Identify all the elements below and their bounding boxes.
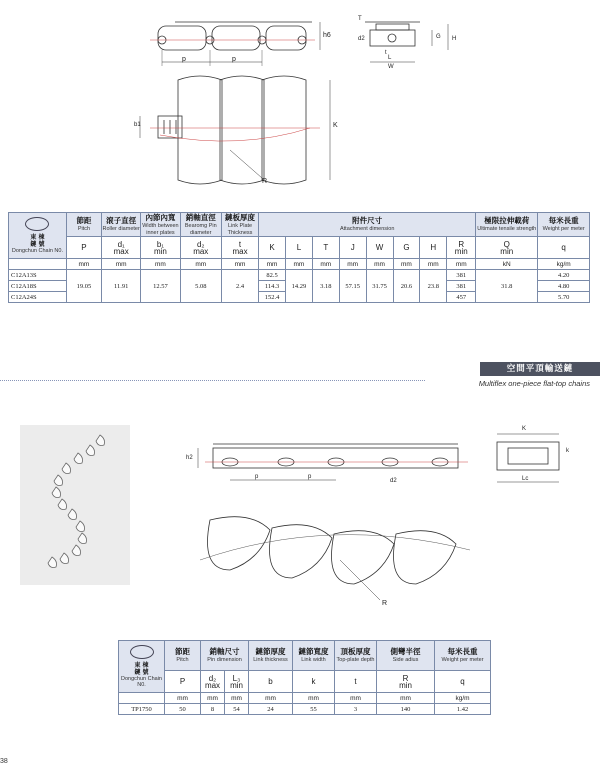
row-chain-no: C12A13S <box>9 270 67 281</box>
col-pitch-header: 節距 Pitch <box>66 213 101 237</box>
dim-label-K2: K <box>522 426 527 432</box>
dim-label-b1: b1 <box>134 122 141 128</box>
sym-L3: L₃ min <box>225 671 249 693</box>
sym-G: G <box>393 237 420 259</box>
sym-Q: Q min <box>476 237 538 259</box>
col-top-plate-header: 頂板厚度 Top-plate depth <box>335 641 377 671</box>
chain-no-header: 東 棟 鏈 號 Dongchun Chain N0. <box>9 213 67 259</box>
unit-blank <box>9 259 67 270</box>
unit-cell: mm <box>366 259 393 270</box>
flat-top-chain-drawing <box>0 420 600 620</box>
cell-d1: 11.91 <box>102 270 141 303</box>
unit-blank <box>119 693 165 704</box>
cell-R: 140 <box>377 704 435 715</box>
cell-W: 31.75 <box>366 270 393 303</box>
unit-cell: mm <box>293 693 335 704</box>
unit-cell: mm <box>66 259 101 270</box>
col-side-radius-header: 側彎半徑 Side adius <box>377 641 435 671</box>
dim-label-p3: p <box>255 474 259 480</box>
dim-label-p4: p <box>308 474 312 480</box>
cell-q: 4.80 <box>538 281 590 292</box>
dim-label-H: H <box>452 36 457 42</box>
dim-label-d2: d2 <box>358 36 365 42</box>
dim-label-p2: p <box>232 56 236 63</box>
section-title: 空間平頂輸送鏈 <box>480 362 600 376</box>
cell-q: 1.42 <box>435 704 491 715</box>
dim-label-h2: h2 <box>186 455 193 461</box>
cell-t: 2.4 <box>221 270 258 303</box>
unit-cell: mm <box>447 259 476 270</box>
sym-J: J <box>339 237 366 259</box>
cell-R: 381 <box>447 281 476 292</box>
sym-W: W <box>366 237 393 259</box>
col-pitch-header: 節距 Pitch <box>165 641 201 671</box>
dim-label-G: G <box>436 34 441 40</box>
col-attachment-header: 附件尺寸 Attachment dimension <box>259 213 476 237</box>
dim-label-W: W <box>388 64 394 70</box>
cell-R: 381 <box>447 270 476 281</box>
sym-q: q <box>435 671 491 693</box>
dim-label-p1: p <box>182 56 186 63</box>
dim-label-d2b: d2 <box>390 478 397 484</box>
cell-K: 114.3 <box>259 281 286 292</box>
top-chain-side-view <box>0 0 600 200</box>
dongchun-logo-icon <box>25 217 49 231</box>
unit-cell: mm <box>339 259 366 270</box>
sym-t: t <box>335 671 377 693</box>
cell-b1: 12.57 <box>141 270 180 303</box>
sym-P: P <box>66 237 101 259</box>
unit-cell: kN <box>476 259 538 270</box>
sym-L: L <box>286 237 313 259</box>
unit-cell: mm <box>312 259 339 270</box>
dongchun-logo-icon <box>130 645 154 659</box>
sym-q: q <box>538 237 590 259</box>
cell-k: 55 <box>293 704 335 715</box>
col-weight-header: 每米長重 Weight per meter <box>435 641 491 671</box>
dim-label-k: k <box>566 448 569 454</box>
dim-label-L: L <box>388 55 392 61</box>
sym-d1: d₁ max <box>102 237 141 259</box>
sym-b: b <box>249 671 293 693</box>
dim-label-K: K <box>333 122 338 129</box>
cell-H: 23.8 <box>420 270 447 303</box>
cell-K: 152.4 <box>259 292 286 303</box>
unit-cell: mm <box>259 259 286 270</box>
sym-K: K <box>259 237 286 259</box>
cell-J: 57.15 <box>339 270 366 303</box>
sym-d2: d₂ max <box>180 237 221 259</box>
sym-t: t max <box>221 237 258 259</box>
sym-R: R min <box>377 671 435 693</box>
cell-T: 3.18 <box>312 270 339 303</box>
unit-cell: kg/m <box>538 259 590 270</box>
unit-cell: mm <box>225 693 249 704</box>
chain-spec-table <box>8 212 590 303</box>
page-number: 38 <box>0 758 8 765</box>
cell-d2: 8 <box>201 704 225 715</box>
dim-label-R2: R <box>382 600 388 607</box>
col-strength-header: 極限拉伸載荷 Ultimate tensile strength <box>476 213 538 237</box>
col-plate-header: 鏈板厚度 Link Plate Thickness <box>221 213 258 237</box>
sym-P: P <box>165 671 201 693</box>
cell-L3: 54 <box>225 704 249 715</box>
unit-cell: mm <box>420 259 447 270</box>
col-pin-header: 銷軸尺寸 Pin dimension <box>201 641 249 671</box>
sym-R: R min <box>447 237 476 259</box>
sym-T: T <box>312 237 339 259</box>
unit-cell: mm <box>286 259 313 270</box>
unit-cell: mm <box>141 259 180 270</box>
cell-K: 82.5 <box>259 270 286 281</box>
unit-cell: kg/m <box>435 693 491 704</box>
cell-Q: 31.8 <box>476 270 538 303</box>
dim-label-h6: h6 <box>323 32 331 39</box>
row-chain-no: C12A18S <box>9 281 67 292</box>
sym-d2: d₂ max <box>201 671 225 693</box>
cell-R: 457 <box>447 292 476 303</box>
col-roller-header: 滾子直徑 Roller diameter <box>102 213 141 237</box>
dim-label-Lc: Lc <box>522 476 529 482</box>
unit-cell: mm <box>221 259 258 270</box>
dim-label-R: R <box>262 178 268 185</box>
unit-cell: mm <box>180 259 221 270</box>
unit-cell: mm <box>377 693 435 704</box>
dim-label-t: t <box>385 50 387 56</box>
cell-b: 24 <box>249 704 293 715</box>
unit-cell: mm <box>201 693 225 704</box>
cell-P: 50 <box>165 704 201 715</box>
row-chain-no: TP1750 <box>119 704 165 715</box>
cell-P: 19.05 <box>66 270 101 303</box>
cell-q: 5.70 <box>538 292 590 303</box>
section-subtitle: Multiflex one-piece flat-top chains <box>478 379 590 388</box>
cell-L: 14.29 <box>286 270 313 303</box>
col-weight-header: 每米長重 Weight per meter <box>538 213 590 237</box>
col-width-header: 內節內寬 Width between inner plates <box>142 213 179 236</box>
cell-d2: 5.08 <box>180 270 221 303</box>
unit-cell: mm <box>102 259 141 270</box>
cell-q: 4.20 <box>538 270 590 281</box>
unit-cell: mm <box>249 693 293 704</box>
unit-cell: mm <box>165 693 201 704</box>
col-link-thickness-header: 鏈節厚度 Link thickness <box>249 641 293 671</box>
cell-t: 3 <box>335 704 377 715</box>
sym-b1: b₁ min <box>141 237 180 259</box>
unit-cell: mm <box>393 259 420 270</box>
section-divider <box>0 380 425 381</box>
chain-no-header-2: 東 棟 鏈 號 Dongchun Chain N0. <box>119 641 165 693</box>
cell-G: 20.6 <box>393 270 420 303</box>
dim-label-T: T <box>358 16 362 22</box>
sym-H: H <box>420 237 447 259</box>
sym-k: k <box>293 671 335 693</box>
flat-top-chain-spec-table <box>118 640 491 715</box>
col-pin-header: 銷軸直徑 Bearomg Pin diameter <box>180 213 221 237</box>
col-link-width-header: 鏈節寬度 Link width <box>293 641 335 671</box>
unit-cell: mm <box>335 693 377 704</box>
row-chain-no: C12A24S <box>9 292 67 303</box>
